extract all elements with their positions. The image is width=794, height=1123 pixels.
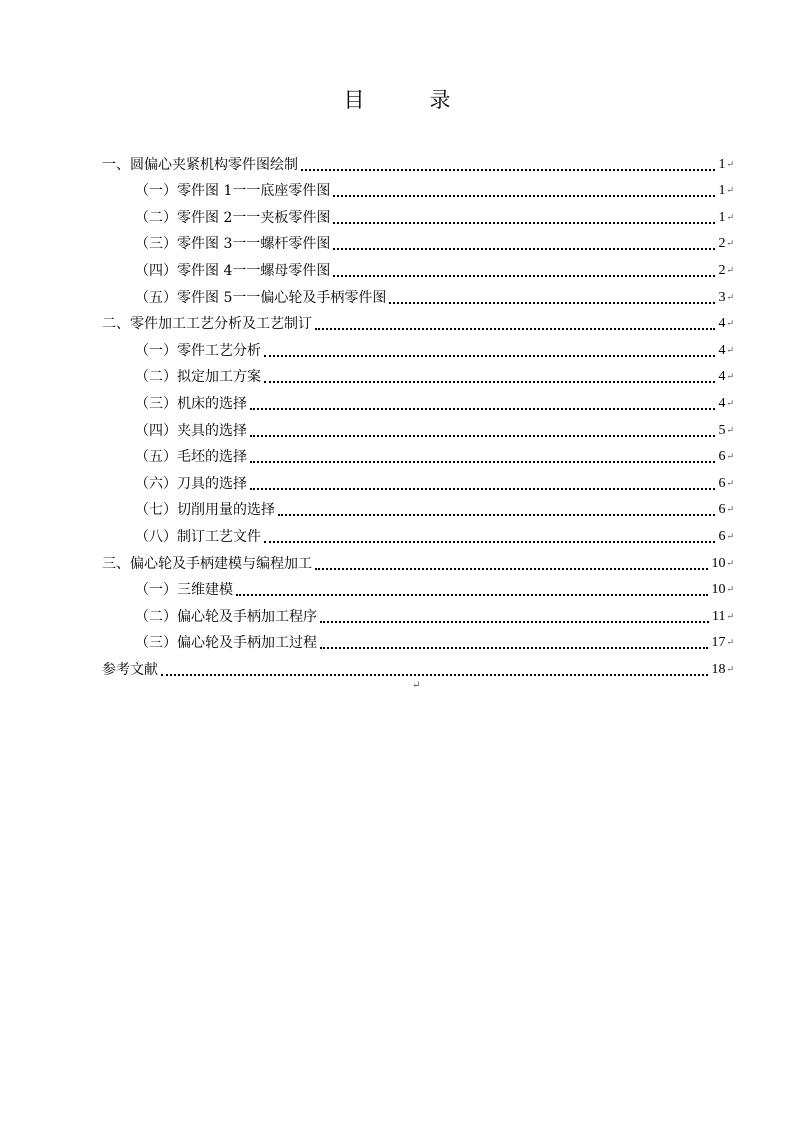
paragraph-mark-icon: ↵: [726, 265, 734, 276]
toc-entry-page: 5: [718, 422, 726, 438]
toc-entry-label: （三）零件图 3一一螺杆零件图: [135, 236, 331, 253]
toc-entry-label: （二）拟定加工方案: [135, 369, 261, 386]
dot-leader: [250, 408, 715, 410]
dot-leader: [333, 248, 715, 250]
paragraph-mark-icon: ↵: [726, 425, 734, 436]
toc-entry-page: 11: [711, 608, 726, 624]
toc-entry-page: 4: [718, 395, 726, 411]
dot-leader: [315, 328, 715, 330]
toc-entry[interactable]: [102, 147, 734, 174]
toc-entry-label: （六）刀具的选择: [135, 475, 247, 492]
toc-entry-page: 1: [718, 209, 726, 225]
paragraph-mark-icon: ↵: [726, 531, 734, 542]
paragraph-mark-icon: ↵: [412, 680, 421, 691]
toc-entry[interactable]: [102, 333, 734, 360]
dot-leader: [333, 195, 715, 197]
paragraph-mark-icon: ↵: [726, 664, 734, 675]
toc-entry-label: （五）毛坯的选择: [135, 449, 247, 466]
paragraph-mark-icon: ↵: [726, 558, 734, 569]
paragraph-mark-icon: ↵: [726, 159, 734, 170]
toc-entry[interactable]: [102, 174, 734, 201]
paragraph-mark-icon: ↵: [726, 292, 734, 303]
toc-entry[interactable]: [102, 440, 734, 467]
paragraph-mark-icon: ↵: [726, 611, 734, 622]
dot-leader: [389, 302, 715, 304]
toc-entry-page: 17: [711, 635, 726, 651]
dot-leader: [320, 621, 709, 623]
toc-entry-page: 6: [718, 449, 726, 465]
toc-entry-label: （八）制订工艺文件: [135, 528, 261, 545]
toc-entry-label: 二、零件加工工艺分析及工艺制订: [102, 316, 312, 333]
toc-entry-label: （五）零件图 5一一偏心轮及手柄零件图: [135, 289, 387, 306]
toc-entry[interactable]: [102, 493, 734, 520]
toc-entry[interactable]: [102, 386, 734, 413]
toc-entry-label: 一、圆偏心夹紧机构零件图绘制: [102, 156, 298, 173]
dot-leader: [264, 381, 715, 383]
toc-entry-label: （二）偏心轮及手柄加工程序: [135, 608, 317, 625]
toc-entry-page: 10: [711, 555, 726, 571]
toc-entry-page: 10: [711, 582, 726, 598]
toc-entry-page: 4: [718, 316, 726, 332]
toc-entry-page: 3: [718, 289, 726, 305]
toc-entry-label: （四）零件图 4一一螺母零件图: [135, 262, 331, 279]
toc-entry[interactable]: [102, 626, 734, 653]
toc-entry-page: 4: [718, 369, 726, 385]
paragraph-mark-icon: ↵: [726, 478, 734, 489]
paragraph-mark-icon: ↵: [726, 239, 734, 250]
toc-entry[interactable]: [102, 253, 734, 280]
toc-title: 目 录: [343, 88, 473, 112]
toc-entry[interactable]: [102, 307, 734, 334]
toc-entry[interactable]: [102, 519, 734, 546]
table-of-contents: [102, 147, 734, 679]
toc-entry-page: 6: [718, 475, 726, 491]
toc-entry[interactable]: [102, 360, 734, 387]
dot-leader: [161, 674, 708, 676]
dot-leader: [333, 222, 715, 224]
paragraph-mark-icon: ↵: [726, 372, 734, 383]
dot-leader: [320, 647, 708, 649]
dot-leader: [250, 488, 715, 490]
toc-entry[interactable]: [102, 573, 734, 600]
dot-leader: [315, 568, 708, 570]
paragraph-mark-icon: ↵: [726, 585, 734, 596]
paragraph-mark-icon: ↵: [726, 452, 734, 463]
toc-entry-label: （三）偏心轮及手柄加工过程: [135, 635, 317, 652]
toc-entry-page: 2: [718, 236, 726, 252]
paragraph-mark-icon: ↵: [726, 505, 734, 516]
paragraph-mark-icon: ↵: [726, 186, 734, 197]
toc-entry-page: 1: [718, 156, 726, 172]
paragraph-mark-icon: ↵: [726, 398, 734, 409]
dot-leader: [278, 514, 715, 516]
toc-entry-label: （三）机床的选择: [135, 395, 247, 412]
paragraph-mark-icon: ↵: [726, 212, 734, 223]
toc-entry[interactable]: [102, 466, 734, 493]
dot-leader: [250, 435, 715, 437]
paragraph-mark-icon: ↵: [726, 345, 734, 356]
toc-entry-label: 三、偏心轮及手柄建模与编程加工: [102, 555, 312, 572]
dot-leader: [264, 541, 715, 543]
toc-entry[interactable]: [102, 599, 734, 626]
toc-entry-page: 6: [718, 502, 726, 518]
toc-entry-label: （一）零件工艺分析: [135, 342, 261, 359]
paragraph-mark-icon: ↵: [726, 319, 734, 330]
toc-entry-label: 参考文献: [102, 661, 158, 678]
toc-entry-label: （四）夹具的选择: [135, 422, 247, 439]
paragraph-mark-icon: ↵: [726, 638, 734, 649]
toc-entry-label: （二）零件图 2一一夹板零件图: [135, 209, 331, 226]
toc-entry-page: 6: [718, 528, 726, 544]
toc-entry-page: 4: [718, 342, 726, 358]
toc-entry[interactable]: [102, 413, 734, 440]
toc-entry[interactable]: [102, 200, 734, 227]
dot-leader: [333, 275, 715, 277]
toc-entry[interactable]: [102, 227, 734, 254]
dot-leader: [264, 355, 715, 357]
toc-entry-label: （一）三维建模: [135, 582, 233, 599]
toc-entry-page: 2: [718, 262, 726, 278]
toc-entry[interactable]: [102, 546, 734, 573]
toc-entry-label: （一）零件图 1一一底座零件图: [135, 183, 331, 200]
toc-entry[interactable]: [102, 652, 734, 679]
dot-leader: [250, 461, 715, 463]
dot-leader: [236, 594, 708, 596]
toc-entry-label: （七）切削用量的选择: [135, 502, 275, 519]
toc-entry-page: 18: [711, 661, 726, 677]
toc-entry-page: 1: [718, 183, 726, 199]
toc-entry[interactable]: [102, 280, 734, 307]
dot-leader: [301, 169, 715, 171]
